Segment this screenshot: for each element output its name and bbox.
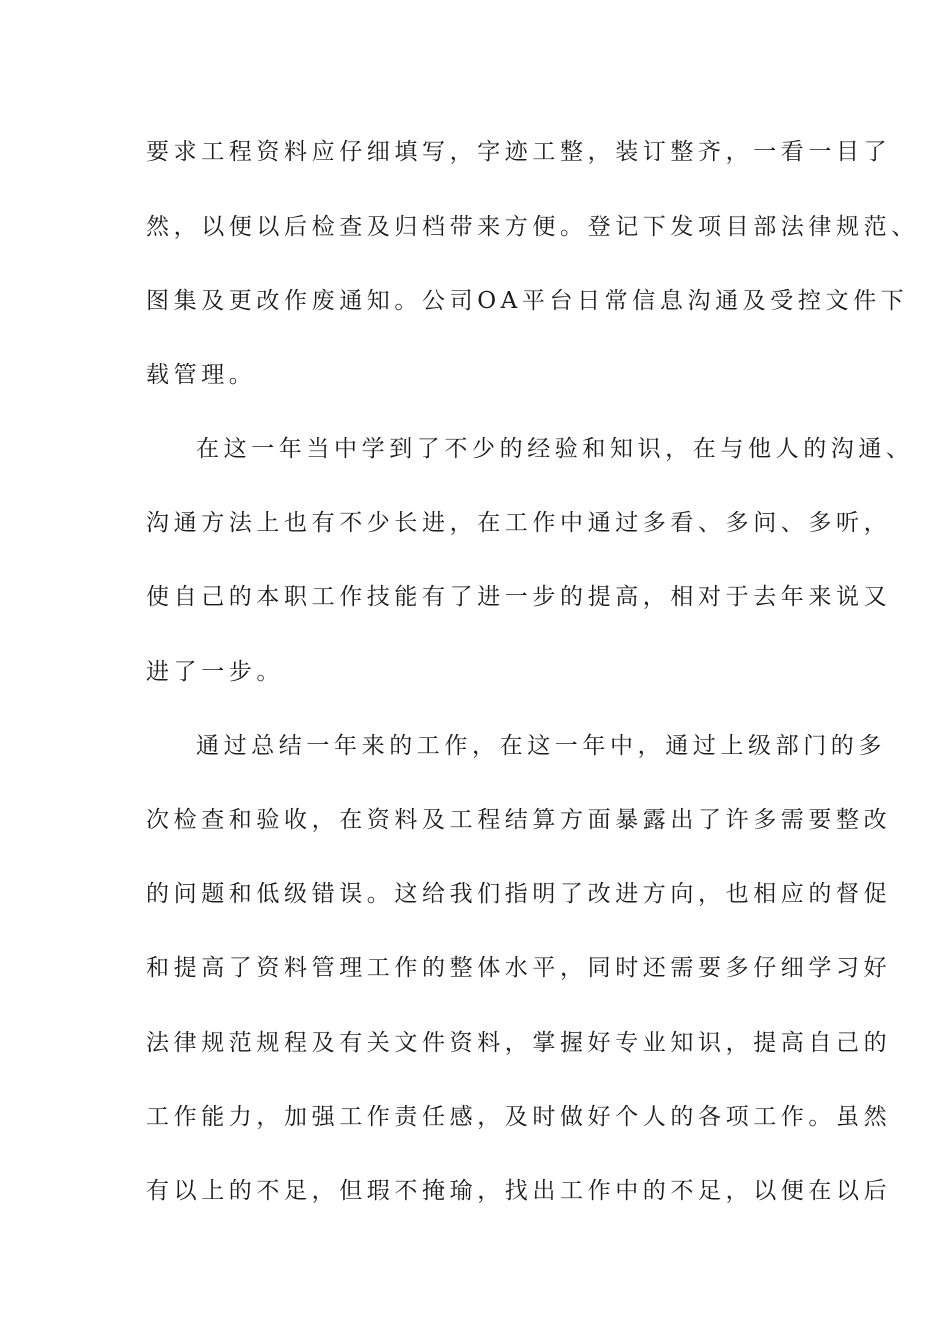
text-line: 次检查和验收，在资料及工程结算方面暴露出了许多需要整改 [146,807,892,833]
text-line: 和提高了资料管理工作的整体水平，同时还需要多仔细学习好 [146,955,892,981]
text-line: 工作能力，加强工作责任感，及时做好个人的各项工作。虽然 [146,1104,892,1130]
text-line: 法律规范规程及有关文件资料，掌握好专业知识，提高自己的 [146,1030,892,1056]
text-line: 的问题和低级错误。这给我们指明了改进方向，也相应的督促 [146,881,892,907]
text-line: 要求工程资料应仔细填写，字迹工整，装订整齐，一看一目了 [146,139,892,165]
paragraph-start-line: 通过总结一年来的工作，在这一年中，通过上级部门的多 [196,733,886,759]
text-line: 图集及更改作废通知。公司OA平台日常信息沟通及受控文件下 [146,288,909,314]
paragraph-start-line: 在这一年当中学到了不少的经验和知识，在与他人的沟通、 [196,436,914,462]
text-line: 沟通方法上也有不少长进，在工作中通过多看、多问、多听， [146,510,892,536]
text-line: 有以上的不足，但瑕不掩瑜，找出工作中的不足，以便在以后 [146,1178,892,1204]
text-line: 使自己的本职工作技能有了进一步的提高，相对于去年来说又 [146,584,892,610]
text-line: 进了一步。 [146,659,284,685]
text-line: 然，以便以后检查及归档带来方便。登记下发项目部法律规范、 [146,214,919,240]
text-line: 载管理。 [146,362,257,388]
